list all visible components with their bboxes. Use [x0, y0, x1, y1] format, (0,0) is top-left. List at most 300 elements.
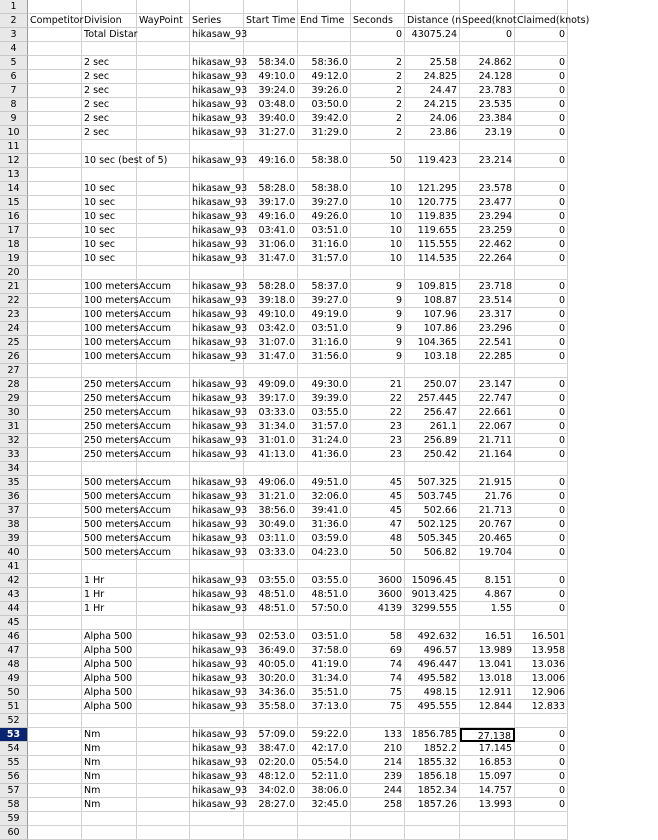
row-header-47[interactable]: 47	[0, 644, 28, 658]
cell-r47-c9[interactable]: 13.958	[515, 644, 568, 658]
cell-r25-c5[interactable]: 31:16.0	[298, 336, 351, 350]
cell-r29-c8[interactable]: 22.747	[460, 392, 515, 406]
cell-r14-c6[interactable]: 10	[351, 182, 405, 196]
cell-r27-c0[interactable]	[28, 364, 82, 378]
cell-r15-c7[interactable]: 120.775	[405, 196, 460, 210]
column-header-cell-r2-c5[interactable]: End Time	[298, 14, 351, 28]
row-header-35[interactable]: 35	[0, 476, 28, 490]
row-header-2[interactable]: 2	[0, 14, 28, 28]
cell-r20-c9[interactable]	[515, 266, 568, 280]
row-header-31[interactable]: 31	[0, 420, 28, 434]
row-header-39[interactable]: 39	[0, 532, 28, 546]
cell-r58-c1[interactable]: Nm	[82, 798, 137, 812]
cell-r41-c7[interactable]	[405, 560, 460, 574]
cell-r58-c5[interactable]: 32:45.0	[298, 798, 351, 812]
cell-r16-c3[interactable]: hikasaw_93	[192, 211, 248, 222]
cell-r46-c5[interactable]: 03:51.0	[298, 630, 351, 644]
cell-r15-c5[interactable]: 39:27.0	[298, 196, 351, 210]
cell-r13-c2[interactable]	[137, 168, 190, 182]
cell-r8-c3[interactable]: hikasaw_93	[192, 99, 248, 110]
cell-r57-c4[interactable]: 34:02.0	[244, 784, 298, 798]
cell-r7-c9[interactable]: 0	[515, 84, 568, 98]
cell-r18-c4[interactable]: 31:06.0	[244, 238, 298, 252]
cell-r29-c7[interactable]: 257.445	[405, 392, 460, 406]
cell-r52-c5[interactable]	[298, 714, 351, 728]
cell-r18-c1[interactable]: 10 sec	[82, 238, 137, 252]
cell-r57-c8[interactable]: 14.757	[460, 784, 515, 798]
cell-r13-c1[interactable]	[82, 168, 137, 182]
cell-r22-c1[interactable]: 100 meters	[84, 295, 139, 306]
cell-r57-c5[interactable]: 38:06.0	[298, 784, 351, 798]
cell-r43-c9[interactable]: 0	[515, 588, 568, 602]
cell-r15-c8[interactable]: 23.477	[460, 196, 515, 210]
cell-r36-c7[interactable]: 503.745	[405, 490, 460, 504]
cell-r43-c7[interactable]: 9013.425	[405, 588, 460, 602]
cell-r4-c2[interactable]	[137, 42, 190, 56]
cell-r37-c0[interactable]	[28, 504, 82, 518]
cell-r32-c5[interactable]: 31:24.0	[298, 434, 351, 448]
cell-r7-c2[interactable]	[137, 84, 190, 98]
cell-r18-c7[interactable]: 115.555	[405, 238, 460, 252]
cell-r6-c7[interactable]: 24.825	[405, 70, 460, 84]
cell-r49-c0[interactable]	[28, 672, 82, 686]
cell-r7-c8[interactable]: 23.783	[460, 84, 515, 98]
cell-r17-c7[interactable]: 119.655	[405, 224, 460, 238]
cell-r53-c5[interactable]: 59:22.0	[298, 728, 351, 742]
cell-r46-c9[interactable]: 16.501	[515, 630, 568, 644]
cell-r44-c8[interactable]: 1.55	[460, 602, 515, 616]
cell-r19-c1[interactable]: 10 sec	[82, 252, 137, 266]
cell-r60-c2[interactable]	[137, 826, 190, 840]
cell-r38-c0[interactable]	[28, 518, 82, 532]
cell-r48-c1[interactable]: Alpha 500	[82, 658, 137, 672]
cell-r4-c1[interactable]	[82, 42, 137, 56]
cell-r17-c6[interactable]: 10	[351, 224, 405, 238]
cell-r12-c0[interactable]	[28, 154, 82, 168]
cell-r4-c5[interactable]	[298, 42, 351, 56]
row-header-57[interactable]: 57	[0, 784, 28, 798]
cell-r37-c7[interactable]: 502.66	[405, 504, 460, 518]
cell-r57-c9[interactable]: 0	[515, 784, 568, 798]
cell-r52-c7[interactable]	[405, 714, 460, 728]
cell-r28-c8[interactable]: 23.147	[460, 378, 515, 392]
cell-r6-c6[interactable]: 2	[351, 70, 405, 84]
cell-r58-c6[interactable]: 258	[351, 798, 405, 812]
cell-r1-c4[interactable]	[244, 0, 298, 14]
cell-r15-c6[interactable]: 10	[351, 196, 405, 210]
row-header-54[interactable]: 54	[0, 742, 28, 756]
cell-r41-c9[interactable]	[515, 560, 568, 574]
cell-r10-c4[interactable]: 31:27.0	[244, 126, 298, 140]
cell-r44-c0[interactable]	[28, 602, 82, 616]
cell-r16-c6[interactable]: 10	[351, 210, 405, 224]
cell-r54-c1[interactable]: Nm	[82, 742, 137, 756]
cell-r35-c4[interactable]: 49:06.0	[244, 476, 298, 490]
cell-r3-c8[interactable]: 0	[460, 28, 515, 42]
row-header-43[interactable]: 43	[0, 588, 28, 602]
cell-r27-c8[interactable]	[460, 364, 515, 378]
cell-r44-c1[interactable]: 1 Hr	[82, 602, 137, 616]
cell-r58-c4[interactable]: 28:27.0	[244, 798, 298, 812]
cell-r42-c3[interactable]: hikasaw_93	[192, 575, 248, 586]
cell-r9-c7[interactable]: 24.06	[405, 112, 460, 126]
cell-r17-c9[interactable]: 0	[515, 224, 568, 238]
cell-r53-c6[interactable]: 133	[351, 728, 405, 742]
cell-r42-c0[interactable]	[28, 574, 82, 588]
cell-r7-c4[interactable]: 39:24.0	[244, 84, 298, 98]
cell-r52-c9[interactable]	[515, 714, 568, 728]
cell-r42-c8[interactable]: 8.151	[460, 574, 515, 588]
cell-r45-c2[interactable]	[137, 616, 190, 630]
cell-r5-c6[interactable]: 2	[351, 56, 405, 70]
cell-r8-c6[interactable]: 2	[351, 98, 405, 112]
cell-r59-c9[interactable]	[515, 812, 568, 826]
cell-r39-c7[interactable]: 505.345	[405, 532, 460, 546]
cell-r60-c9[interactable]	[515, 826, 568, 840]
cell-r16-c0[interactable]	[28, 210, 82, 224]
cell-r42-c4[interactable]: 03:55.0	[244, 574, 298, 588]
cell-r54-c2[interactable]	[137, 742, 190, 756]
row-header-12[interactable]: 12	[0, 154, 28, 168]
cell-r28-c5[interactable]: 49:30.0	[298, 378, 351, 392]
cell-r48-c6[interactable]: 74	[351, 658, 405, 672]
cell-r57-c0[interactable]	[28, 784, 82, 798]
cell-r51-c8[interactable]: 12.844	[460, 700, 515, 714]
cell-r24-c5[interactable]: 03:51.0	[298, 322, 351, 336]
row-header-4[interactable]: 4	[0, 42, 28, 56]
cell-r16-c5[interactable]: 49:26.0	[298, 210, 351, 224]
cell-r6-c9[interactable]: 0	[515, 70, 568, 84]
cell-r26-c0[interactable]	[28, 350, 82, 364]
cell-r3-c9[interactable]: 0	[515, 28, 568, 42]
row-header-25[interactable]: 25	[0, 336, 28, 350]
cell-r43-c0[interactable]	[28, 588, 82, 602]
cell-r54-c4[interactable]: 38:47.0	[244, 742, 298, 756]
column-header-cell-r2-c8[interactable]: Speed(knot	[462, 15, 517, 26]
cell-r29-c2[interactable]: Accum	[137, 392, 190, 406]
cell-r9-c0[interactable]	[28, 112, 82, 126]
cell-r40-c4[interactable]: 03:33.0	[244, 546, 298, 560]
cell-r10-c6[interactable]: 2	[351, 126, 405, 140]
cell-r60-c4[interactable]	[244, 826, 298, 840]
cell-r34-c7[interactable]	[405, 462, 460, 476]
cell-r39-c6[interactable]: 48	[351, 532, 405, 546]
row-header-24[interactable]: 24	[0, 322, 28, 336]
cell-r13-c9[interactable]	[515, 168, 568, 182]
cell-r40-c5[interactable]: 04:23.0	[298, 546, 351, 560]
cell-r11-c2[interactable]	[137, 140, 190, 154]
cell-r8-c5[interactable]: 03:50.0	[298, 98, 351, 112]
cell-r36-c3[interactable]: hikasaw_93	[192, 491, 248, 502]
cell-r48-c5[interactable]: 41:19.0	[298, 658, 351, 672]
cell-r57-c6[interactable]: 244	[351, 784, 405, 798]
cell-r50-c3[interactable]: hikasaw_93	[192, 687, 248, 698]
row-header-59[interactable]: 59	[0, 812, 28, 826]
cell-r9-c6[interactable]: 2	[351, 112, 405, 126]
cell-r18-c3[interactable]: hikasaw_93	[192, 239, 248, 250]
cell-r51-c1[interactable]: Alpha 500	[82, 700, 137, 714]
cell-r43-c8[interactable]: 4.867	[460, 588, 515, 602]
cell-r21-c6[interactable]: 9	[351, 280, 405, 294]
cell-r32-c0[interactable]	[28, 434, 82, 448]
cell-r17-c3[interactable]: hikasaw_93	[192, 225, 248, 236]
cell-r18-c6[interactable]: 10	[351, 238, 405, 252]
cell-r55-c6[interactable]: 214	[351, 756, 405, 770]
cell-r13-c3[interactable]	[190, 168, 244, 182]
cell-r23-c3[interactable]: hikasaw_93	[192, 309, 248, 320]
cell-r7-c1[interactable]: 2 sec	[82, 84, 137, 98]
cell-r48-c0[interactable]	[28, 658, 82, 672]
cell-r55-c7[interactable]: 1855.32	[405, 756, 460, 770]
cell-r24-c2[interactable]: Accum	[137, 322, 190, 336]
cell-r6-c8[interactable]: 24.128	[460, 70, 515, 84]
cell-r41-c6[interactable]	[351, 560, 405, 574]
cell-r1-c5[interactable]	[298, 0, 351, 14]
cell-r35-c8[interactable]: 21.915	[460, 476, 515, 490]
row-header-40[interactable]: 40	[0, 546, 28, 560]
cell-r29-c9[interactable]: 0	[515, 392, 568, 406]
cell-r5-c0[interactable]	[28, 56, 82, 70]
cell-r40-c2[interactable]: Accum	[137, 546, 190, 560]
cell-r10-c1[interactable]: 2 sec	[82, 126, 137, 140]
row-header-5[interactable]: 5	[0, 56, 28, 70]
cell-r57-c2[interactable]	[137, 784, 190, 798]
cell-r25-c1[interactable]: 100 meters	[84, 337, 139, 348]
cell-r9-c2[interactable]	[137, 112, 190, 126]
cell-r21-c8[interactable]: 23.718	[460, 280, 515, 294]
cell-r1-c6[interactable]	[351, 0, 405, 14]
cell-r53-c1[interactable]: Nm	[82, 728, 137, 742]
cell-r46-c1[interactable]: Alpha 500	[82, 630, 137, 644]
cell-r20-c4[interactable]	[244, 266, 298, 280]
cell-r20-c5[interactable]	[298, 266, 351, 280]
cell-r49-c8[interactable]: 13.018	[460, 672, 515, 686]
cell-r1-c2[interactable]	[137, 0, 190, 14]
cell-r25-c6[interactable]: 9	[351, 336, 405, 350]
row-header-32[interactable]: 32	[0, 434, 28, 448]
cell-r21-c4[interactable]: 58:28.0	[244, 280, 298, 294]
cell-r22-c9[interactable]: 0	[515, 294, 568, 308]
cell-r44-c4[interactable]: 48:51.0	[244, 602, 298, 616]
cell-r39-c3[interactable]: hikasaw_93	[192, 533, 248, 544]
cell-r35-c9[interactable]: 0	[515, 476, 568, 490]
cell-r20-c3[interactable]	[190, 266, 244, 280]
row-header-23[interactable]: 23	[0, 308, 28, 322]
cell-r17-c8[interactable]: 23.259	[460, 224, 515, 238]
cell-r35-c2[interactable]: Accum	[137, 476, 190, 490]
cell-r48-c7[interactable]: 496.447	[405, 658, 460, 672]
cell-r34-c3[interactable]	[190, 462, 244, 476]
row-header-56[interactable]: 56	[0, 770, 28, 784]
cell-r26-c3[interactable]: hikasaw_93	[192, 351, 248, 362]
cell-r50-c1[interactable]: Alpha 500	[82, 686, 137, 700]
cell-r12-c8[interactable]: 23.214	[460, 154, 515, 168]
cell-r36-c5[interactable]: 32:06.0	[298, 490, 351, 504]
cell-r21-c5[interactable]: 58:37.0	[298, 280, 351, 294]
cell-r33-c8[interactable]: 21.164	[460, 448, 515, 462]
cell-r47-c3[interactable]: hikasaw_93	[192, 645, 248, 656]
cell-r1-c3[interactable]	[190, 0, 244, 14]
cell-r33-c4[interactable]: 41:13.0	[244, 448, 298, 462]
cell-r25-c3[interactable]: hikasaw_93	[192, 337, 248, 348]
cell-r31-c3[interactable]: hikasaw_93	[192, 421, 248, 432]
cell-r31-c2[interactable]: Accum	[137, 420, 190, 434]
cell-r39-c2[interactable]: Accum	[137, 532, 190, 546]
cell-r59-c8[interactable]	[460, 812, 515, 826]
cell-r47-c0[interactable]	[28, 644, 82, 658]
cell-r22-c6[interactable]: 9	[351, 294, 405, 308]
row-header-7[interactable]: 7	[0, 84, 28, 98]
cell-r41-c8[interactable]	[460, 560, 515, 574]
cell-r22-c7[interactable]: 108.87	[405, 294, 460, 308]
cell-r38-c5[interactable]: 31:36.0	[298, 518, 351, 532]
cell-r44-c2[interactable]	[137, 602, 190, 616]
cell-r49-c3[interactable]: hikasaw_93	[192, 673, 248, 684]
cell-r21-c3[interactable]: hikasaw_93	[192, 281, 248, 292]
row-header-20[interactable]: 20	[0, 266, 28, 280]
row-header-1[interactable]: 1	[0, 0, 28, 14]
cell-r7-c6[interactable]: 2	[351, 84, 405, 98]
row-header-38[interactable]: 38	[0, 518, 28, 532]
cell-r50-c6[interactable]: 75	[351, 686, 405, 700]
row-header-37[interactable]: 37	[0, 504, 28, 518]
cell-r6-c2[interactable]	[137, 70, 190, 84]
cell-r40-c1[interactable]: 500 meters	[84, 547, 139, 558]
cell-r48-c3[interactable]: hikasaw_93	[192, 659, 248, 670]
cell-r45-c4[interactable]	[244, 616, 298, 630]
cell-r41-c5[interactable]	[298, 560, 351, 574]
cell-r36-c4[interactable]: 31:21.0	[244, 490, 298, 504]
cell-r25-c2[interactable]: Accum	[137, 336, 190, 350]
row-header-10[interactable]: 10	[0, 126, 28, 140]
cell-r58-c2[interactable]	[137, 798, 190, 812]
cell-r52-c4[interactable]	[244, 714, 298, 728]
cell-r5-c3[interactable]: hikasaw_93	[192, 57, 248, 68]
cell-r34-c4[interactable]	[244, 462, 298, 476]
cell-r37-c8[interactable]: 21.713	[460, 504, 515, 518]
cell-r50-c7[interactable]: 498.15	[405, 686, 460, 700]
cell-r26-c2[interactable]: Accum	[137, 350, 190, 364]
cell-r23-c2[interactable]: Accum	[137, 308, 190, 322]
cell-r54-c5[interactable]: 42:17.0	[298, 742, 351, 756]
cell-r49-c7[interactable]: 495.582	[405, 672, 460, 686]
row-header-8[interactable]: 8	[0, 98, 28, 112]
cell-r29-c6[interactable]: 22	[351, 392, 405, 406]
cell-r1-c9[interactable]	[515, 0, 568, 14]
row-header-30[interactable]: 30	[0, 406, 28, 420]
cell-r49-c2[interactable]	[137, 672, 190, 686]
cell-r52-c8[interactable]	[460, 714, 515, 728]
cell-r32-c8[interactable]: 21.711	[460, 434, 515, 448]
cell-r3-c6[interactable]: 0	[351, 28, 405, 42]
cell-r56-c8[interactable]: 15.097	[460, 770, 515, 784]
cell-r46-c6[interactable]: 58	[351, 630, 405, 644]
cell-r3-c0[interactable]	[28, 28, 82, 42]
cell-r9-c1[interactable]: 2 sec	[82, 112, 137, 126]
cell-r16-c7[interactable]: 119.835	[405, 210, 460, 224]
cell-r30-c3[interactable]: hikasaw_93	[192, 407, 248, 418]
cell-r43-c3[interactable]: hikasaw_93	[192, 589, 248, 600]
cell-r14-c3[interactable]: hikasaw_93	[192, 183, 248, 194]
cell-r37-c3[interactable]: hikasaw_93	[192, 505, 248, 516]
row-header-55[interactable]: 55	[0, 756, 28, 770]
cell-r13-c4[interactable]	[244, 168, 298, 182]
cell-r45-c3[interactable]	[190, 616, 244, 630]
cell-r38-c3[interactable]: hikasaw_93	[192, 519, 248, 530]
cell-r15-c0[interactable]	[28, 196, 82, 210]
cell-r31-c7[interactable]: 261.1	[405, 420, 460, 434]
cell-r33-c3[interactable]: hikasaw_93	[192, 449, 248, 460]
cell-r46-c0[interactable]	[28, 630, 82, 644]
cell-r32-c6[interactable]: 23	[351, 434, 405, 448]
cell-r31-c6[interactable]: 23	[351, 420, 405, 434]
cell-r24-c0[interactable]	[28, 322, 82, 336]
row-header-29[interactable]: 29	[0, 392, 28, 406]
row-header-15[interactable]: 15	[0, 196, 28, 210]
cell-r27-c2[interactable]	[137, 364, 190, 378]
cell-r36-c2[interactable]: Accum	[137, 490, 190, 504]
cell-r22-c5[interactable]: 39:27.0	[298, 294, 351, 308]
cell-r28-c1[interactable]: 250 meters	[84, 379, 139, 390]
cell-r15-c1[interactable]: 10 sec	[82, 196, 137, 210]
row-header-36[interactable]: 36	[0, 490, 28, 504]
cell-r54-c6[interactable]: 210	[351, 742, 405, 756]
column-header-cell-r2-c9[interactable]: Claimed(knots)	[517, 15, 590, 26]
cell-r27-c4[interactable]	[244, 364, 298, 378]
cell-r30-c5[interactable]: 03:55.0	[298, 406, 351, 420]
cell-r9-c8[interactable]: 23.384	[460, 112, 515, 126]
cell-r59-c3[interactable]	[190, 812, 244, 826]
cell-r3-c4[interactable]	[244, 28, 298, 42]
cell-r17-c0[interactable]	[28, 224, 82, 238]
cell-r25-c7[interactable]: 104.365	[405, 336, 460, 350]
cell-r14-c9[interactable]: 0	[515, 182, 568, 196]
cell-r26-c5[interactable]: 31:56.0	[298, 350, 351, 364]
cell-r15-c4[interactable]: 39:17.0	[244, 196, 298, 210]
cell-r12-c6[interactable]: 50	[351, 154, 405, 168]
row-header-34[interactable]: 34	[0, 462, 28, 476]
cell-r51-c4[interactable]: 35:58.0	[244, 700, 298, 714]
cell-r5-c4[interactable]: 58:34.0	[244, 56, 298, 70]
cell-r21-c7[interactable]: 109.815	[405, 280, 460, 294]
cell-r30-c0[interactable]	[28, 406, 82, 420]
cell-r12-c7[interactable]: 119.423	[405, 154, 460, 168]
cell-r25-c8[interactable]: 22.541	[460, 336, 515, 350]
cell-r25-c0[interactable]	[28, 336, 82, 350]
cell-r10-c2[interactable]	[137, 126, 190, 140]
cell-r51-c9[interactable]: 12.833	[515, 700, 568, 714]
cell-r33-c5[interactable]: 41:36.0	[298, 448, 351, 462]
cell-r38-c8[interactable]: 20.767	[460, 518, 515, 532]
cell-r5-c2[interactable]	[137, 56, 190, 70]
cell-r13-c6[interactable]	[351, 168, 405, 182]
cell-r59-c5[interactable]	[298, 812, 351, 826]
cell-r10-c3[interactable]: hikasaw_93	[192, 127, 248, 138]
cell-r29-c5[interactable]: 39:39.0	[298, 392, 351, 406]
cell-r57-c1[interactable]: Nm	[82, 784, 137, 798]
cell-r59-c4[interactable]	[244, 812, 298, 826]
cell-r17-c4[interactable]: 03:41.0	[244, 224, 298, 238]
cell-r6-c1[interactable]: 2 sec	[82, 70, 137, 84]
cell-r43-c2[interactable]	[137, 588, 190, 602]
cell-r51-c0[interactable]	[28, 700, 82, 714]
cell-r5-c8[interactable]: 24.862	[460, 56, 515, 70]
cell-r22-c0[interactable]	[28, 294, 82, 308]
cell-r52-c0[interactable]	[28, 714, 82, 728]
cell-r46-c8[interactable]: 16.51	[460, 630, 515, 644]
cell-r26-c1[interactable]: 100 meters	[84, 351, 139, 362]
cell-r8-c0[interactable]	[28, 98, 82, 112]
